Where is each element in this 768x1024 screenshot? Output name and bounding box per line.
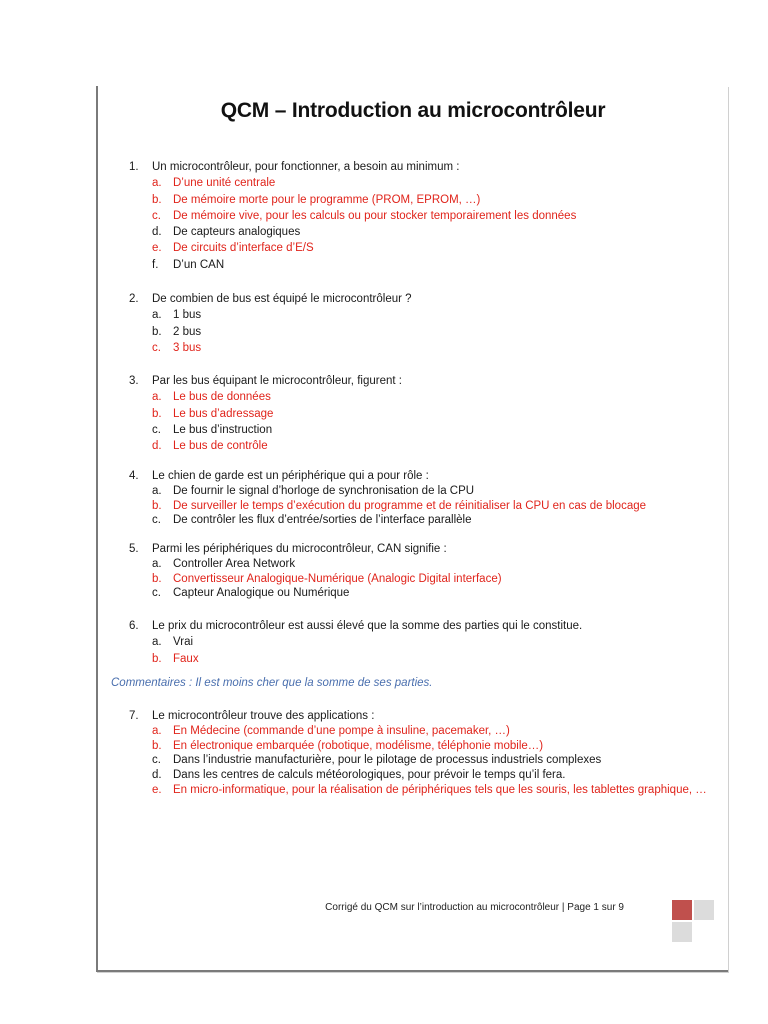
option-text: Dans les centres de calculs météorologiques, pour prévoir le temps qu’il fera. (173, 769, 566, 782)
answer-option (129, 499, 719, 514)
option-letter: b. (152, 739, 162, 752)
answer-option (129, 324, 719, 340)
option-letter: e. (152, 242, 162, 255)
option-text: En Médecine (commande d’une pompe à insuline, pacemaker, …) (173, 724, 510, 737)
option-text: De capteurs analogiques (173, 226, 301, 239)
option-text: Faux (173, 652, 199, 665)
answer-option (129, 224, 719, 240)
option-letter: b. (152, 407, 162, 420)
option-letter: a. (152, 391, 162, 404)
option-letter: b. (152, 572, 162, 585)
option-letter: c. (152, 209, 161, 222)
option-text: De fournir le signal d’horloge de synchronisation de la CPU (173, 484, 475, 497)
question-text: Un microcontrôleur, pour fonctionner, a besoin au minimum : (152, 161, 460, 173)
answer-option (129, 586, 719, 601)
question-stem (129, 373, 719, 389)
option-text: 3 bus (173, 341, 202, 354)
option-text: 2 bus (173, 325, 202, 338)
option-letter: b. (152, 652, 162, 665)
question-text: Le chien de garde est un périphérique qui a pour rôle : (152, 470, 429, 482)
option-text: Le bus de contrôle (173, 440, 268, 453)
question-stem (129, 618, 719, 634)
option-letter: a. (152, 309, 162, 322)
option-letter: c. (152, 514, 161, 527)
option-text: Le bus d’adressage (173, 407, 274, 420)
question-text: De combien de bus est équipé le microcontrôleur ? (152, 293, 412, 305)
option-text: Le bus de données (173, 391, 271, 404)
option-letter: d. (152, 440, 162, 453)
answer-option (129, 513, 719, 528)
option-text: De contrôler les flux d’entrée/sorties de l’interface parallèle (173, 514, 472, 527)
option-text: D’un CAN (173, 258, 225, 271)
answer-option (129, 753, 719, 768)
option-letter: a. (152, 636, 162, 649)
option-letter: c. (152, 341, 161, 354)
option-letter: a. (152, 177, 162, 190)
option-letter: a. (152, 484, 162, 497)
footer-decoration-grey-square (694, 900, 714, 920)
question-3 (129, 373, 719, 454)
comment-text: Commentaires : Il est moins cher que la somme de ses parties. (111, 677, 433, 689)
question-7 (129, 709, 719, 798)
question-stem (129, 159, 719, 175)
question-number: 4. (129, 470, 139, 482)
option-text: En micro-informatique, pour la réalisation de périphériques tels que les souris, les tablettes graphique, … (173, 783, 707, 796)
answer-option (129, 651, 719, 667)
option-letter: b. (152, 499, 162, 512)
answer-option (129, 557, 719, 572)
answer-option (129, 208, 719, 224)
answer-option (129, 406, 719, 422)
page-title: QCM – Introduction au microcontrôleur (220, 99, 606, 122)
option-letter: a. (152, 557, 162, 570)
option-letter: a. (152, 724, 162, 737)
option-text: Convertisseur Analogique-Numérique (Analogic Digital interface) (173, 572, 502, 585)
footer-decoration-red-square (672, 900, 692, 920)
answer-option (129, 340, 719, 356)
answer-option (129, 739, 719, 754)
answer-option (129, 389, 719, 405)
question-text: Parmi les périphériques du microcontrôleur, CAN signifie : (152, 543, 447, 555)
option-text: Controller Area Network (173, 557, 296, 570)
answer-option (129, 572, 719, 587)
answer-option (129, 783, 719, 798)
answer-option (129, 257, 719, 273)
page-footer: Corrigé du QCM sur l’introduction au microcontrôleur | Page 1 sur 9 (325, 902, 624, 913)
answer-option (129, 634, 719, 650)
question-text: Par les bus équipant le microcontrôleur, figurent : (152, 375, 402, 387)
option-text: De surveiller le temps d’exécution du programme et de réinitialiser la CPU en cas de blocage (173, 499, 647, 512)
option-text: 1 bus (173, 309, 202, 322)
option-text: Dans l’industrie manufacturière, pour le pilotage de processus industriels complexes (173, 754, 602, 767)
option-letter: e. (152, 783, 162, 796)
question-number: 5. (129, 543, 139, 555)
answer-option (129, 724, 719, 739)
question-4 (129, 469, 719, 528)
option-text: D’une unité centrale (173, 177, 276, 190)
question-stem (129, 291, 719, 307)
question-text: Le prix du microcontrôleur est aussi élevé que la somme des parties qui le constitue. (152, 620, 583, 632)
answer-option (129, 484, 719, 499)
option-letter: d. (152, 226, 162, 239)
option-letter: d. (152, 769, 162, 782)
question-6 (129, 618, 719, 667)
footer-decoration-grey-square (672, 922, 692, 942)
question-number: 2. (129, 293, 139, 305)
question-5 (129, 542, 719, 601)
question-number: 1. (129, 161, 139, 173)
question-stem (129, 542, 719, 557)
answer-option (129, 768, 719, 783)
option-text: De mémoire morte pour le programme (PROM, EPROM, …) (173, 193, 481, 206)
option-letter: c. (152, 423, 161, 436)
answer-option (129, 192, 719, 208)
option-text: De mémoire vive, pour les calculs ou pour stocker temporairement les données (173, 209, 577, 222)
question-text: Le microcontrôleur trouve des applications : (152, 710, 375, 722)
question-number: 3. (129, 375, 139, 387)
answer-option (129, 422, 719, 438)
question-number: 7. (129, 710, 139, 722)
option-text: Capteur Analogique ou Numérique (173, 587, 350, 600)
option-letter: c. (152, 754, 161, 767)
question-2 (129, 291, 719, 356)
option-letter: c. (152, 587, 161, 600)
question-number: 6. (129, 620, 139, 632)
question-stem (129, 469, 719, 484)
option-text: En électronique embarquée (robotique, modélisme, téléphonie mobile…) (173, 739, 544, 752)
answer-option (129, 240, 719, 256)
option-letter: b. (152, 325, 162, 338)
option-text: De circuits d’interface d’E/S (173, 242, 314, 255)
document-page (96, 86, 728, 972)
option-text: Vrai (173, 636, 194, 649)
option-letter: f. (152, 258, 159, 271)
question-stem (129, 709, 719, 724)
answer-option (129, 307, 719, 323)
option-letter: b. (152, 193, 162, 206)
question-1 (129, 159, 719, 273)
option-text: Le bus d’instruction (173, 423, 273, 436)
answer-option (129, 175, 719, 191)
answer-option (129, 438, 719, 454)
